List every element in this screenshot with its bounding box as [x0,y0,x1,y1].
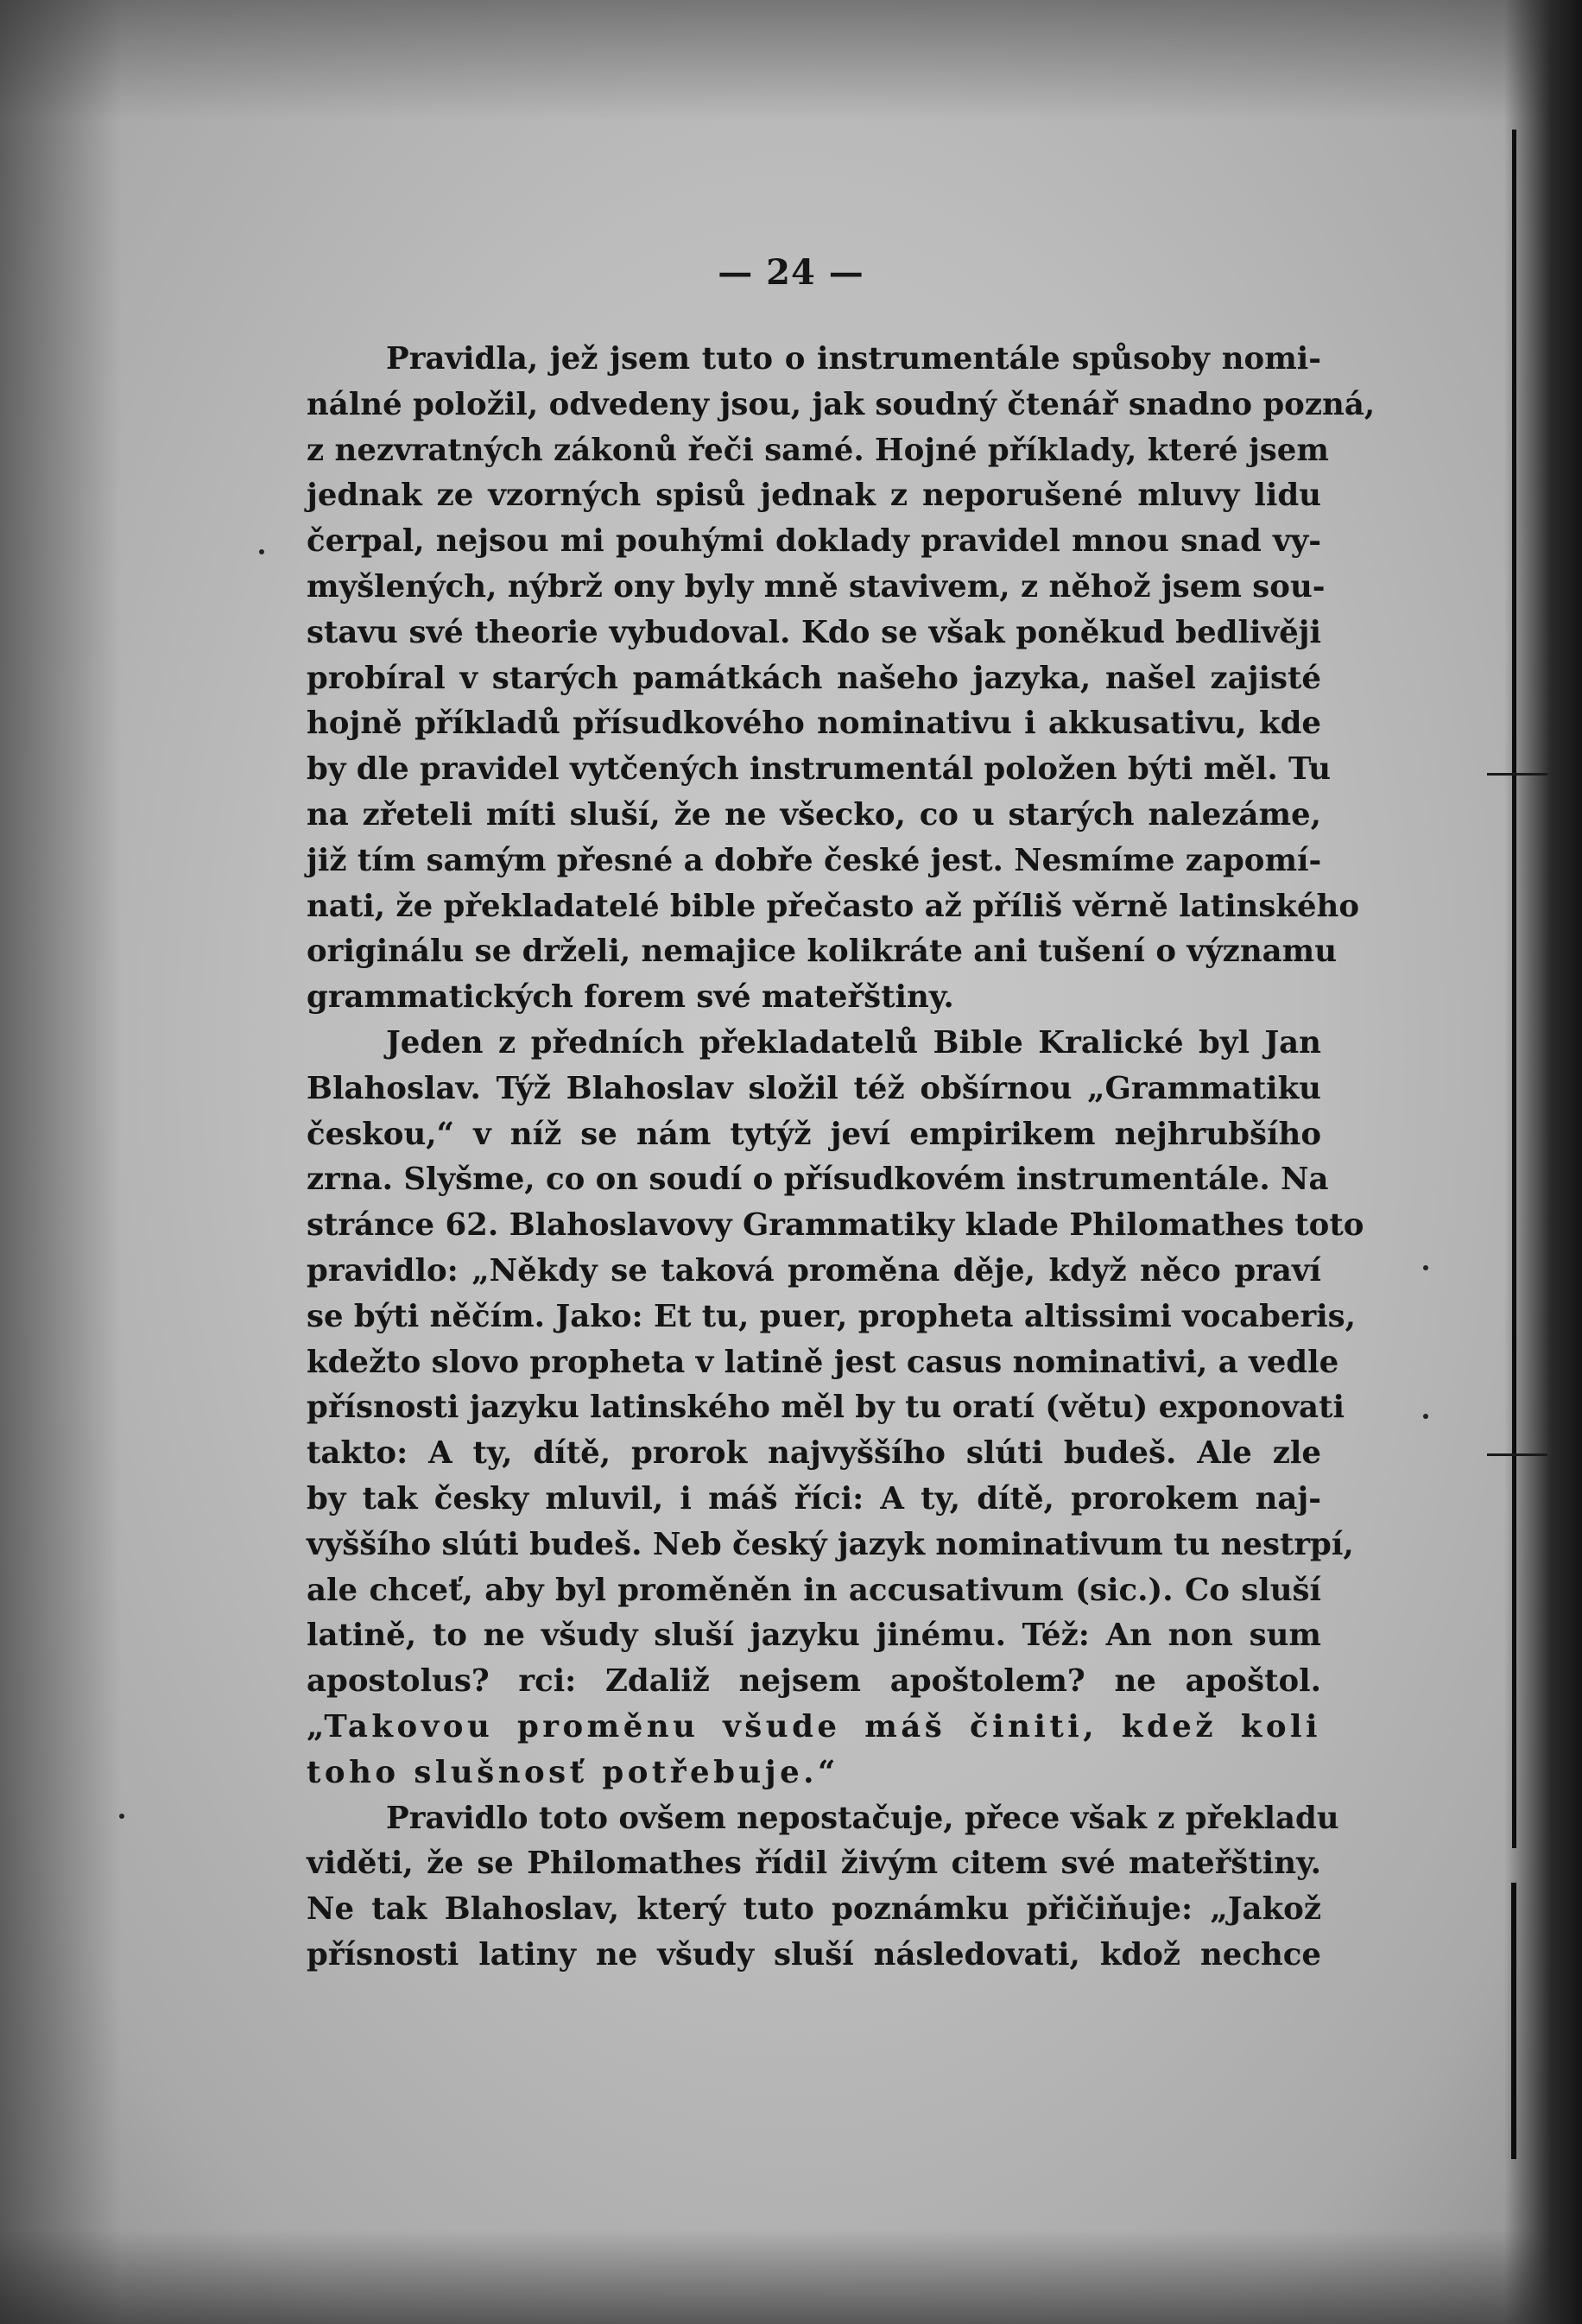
text-line: grammatických forem své mateřštiny. [307,979,954,1016]
text-line: českou,“ v níž se nám tytýž jeví empirikem nejhrubšího [307,1116,1321,1152]
text-line: zrna. Slyšme, co on soudí o přísudkovém instrumentále. Na [307,1162,1329,1198]
text-line: vyššího slúti budeš. Neb český jazyk nominativum tu nestrpí, [307,1526,1354,1562]
text-line: by tak česky mluvil, i máš říci: A ty, dítě, prorokem naj- [307,1480,1321,1517]
page-edge-line [1512,130,1516,1848]
text-line: Jeden z předních překladatelů Bible Kralické byl Jan [386,1024,1321,1061]
text-line: probíral v starých památkách našeho jazyka, našel zajisté [307,660,1321,696]
text-line: se býti něčím. Jako: Et tu, puer, propheta altissimi vocaberis, [307,1298,1357,1334]
text-line: Blahoslav. Týž Blahoslav složil též obšírnou „Grammatiku [307,1070,1321,1106]
text-line: čerpal, nejsou mi pouhými doklady pravidel mnou snad vy- [307,523,1321,560]
page-edge-line [1511,1883,1516,2159]
top-shadow [0,0,1582,121]
text-line: viděti, že se Philomathes řídil živým citem své mateřštiny. [307,1846,1321,1882]
text-line: jednak ze vzorných spisů jednak z neporušené mluvy lidu [307,478,1321,514]
text-line: „Takovou proměnu všude máš činiti, kdež koli [307,1708,1321,1745]
text-line: z nezvratných zákonů řeči samé. Hojné příklady, které jsem [307,432,1329,468]
text-line: apostolus? rci: Zdaliž nejsem apoštolem? ne apoštol. [307,1663,1321,1700]
dust-speck [1423,1414,1428,1419]
text-line: Ne tak Blahoslav, který tuto poznámku přičiňuje: „Jakož [307,1891,1321,1928]
edge-mark [1487,773,1547,776]
bottom-shadow [0,2229,1582,2324]
edge-mark [1487,1453,1547,1456]
text-line: ale chceť, aby byl proměněn in accusativum (sic.). Co sluší [307,1572,1321,1608]
page-number: — 24 — [718,252,864,293]
text-line: hojně příkladů přísudkového nominativu i akkusativu, kde [307,706,1321,742]
text-line: nálné položil, odvedeny jsou, jak soudný čtenář snadno pozná, [307,386,1376,422]
text-line: takto: A ty, dítě, prorok najvyššího slúti budeš. Ale zle [307,1435,1321,1472]
text-line: na zřeteli míti sluší, že ne všecko, co u starých nalezáme, [307,796,1321,833]
text-line: přísnosti latiny ne všudy sluší následovati, kdož nechce [307,1936,1321,1973]
text-line: již tím samým přesné a dobře české jest. Nesmíme zapomí- [307,842,1322,878]
text-line: kdežto slovo propheta v latině jest casus nominativi, a vedle [307,1344,1339,1380]
text-line: stavu své theorie vybudoval. Kdo se však poněkud bedlivěji [307,614,1321,650]
text-line: toho slušnosť potřebuje.“ [307,1754,839,1790]
text-line: originálu se drželi, nemajice kolikráte ani tušení o významu [307,934,1338,970]
text-line: pravidlo: „Někdy se taková proměna děje, když něco praví [307,1252,1321,1289]
dust-speck [1423,1265,1428,1270]
dust-speck [119,1814,124,1819]
body-text [307,337,1376,1979]
text-line: nati, že překladatelé bible přečasto až příliš věrně latinského [307,888,1360,924]
dust-speck [259,549,264,554]
text-line: latině, to ne všudy sluší jazyku jinému. Též: An non sum [307,1618,1321,1654]
text-line: stránce 62. Blahoslavovy Grammatiky klade Philomathes toto [307,1207,1364,1244]
text-line: myšlených, nýbrž ony byly mně stavivem, z něhož jsem sou- [307,568,1326,605]
binding-shadow [0,0,121,2324]
text-line: přísnosti jazyku latinského měl by tu oratí (větu) exponovati [307,1390,1345,1426]
text-line: by dle pravidel vytčených instrumentál položen býti měl. Tu [307,751,1332,788]
text-line: Pravidla, jež jsem tuto o instrumentále spůsoby nomi- [386,341,1321,377]
text-line: Pravidlo toto ovšem nepostačuje, přece však z překladu [386,1800,1339,1836]
